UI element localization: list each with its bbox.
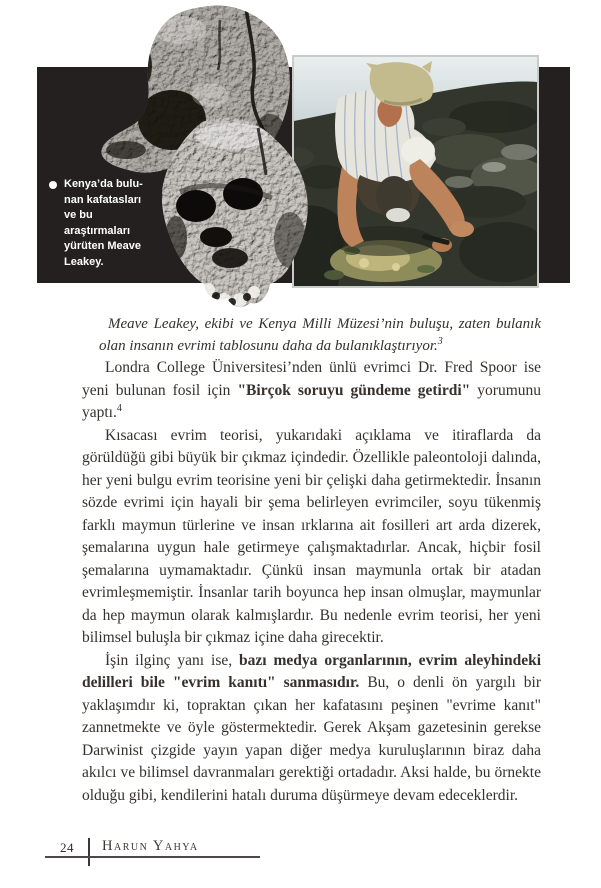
caption-line: yürüten Meave <box>64 240 142 252</box>
footnote-ref-4: 4 <box>116 402 122 414</box>
paragraph-text: yorumunu yaptı. <box>82 381 542 421</box>
caption-bullet-icon <box>49 181 57 189</box>
footer-rule <box>45 856 260 858</box>
caption-line: Kenya’da bulu- <box>64 178 143 190</box>
paragraph-text: Londra College Üniversitesi’nden ünlü evrimci Dr. Fred Spoor ise yeni bulunan fosil için <box>82 359 541 399</box>
caption-line: araştırmaları <box>64 224 131 237</box>
caption-line: nan kafatasları <box>64 193 142 206</box>
footnote-ref-3: 3 <box>437 336 443 347</box>
excavation-photo-art <box>294 57 537 286</box>
footer-divider-bar <box>88 838 90 866</box>
caption-line: Leakey. <box>64 255 104 268</box>
bold-claim: bazı medya organlarının, evrim aleyhindeki delilleri bile "evrim kanıtı" sanmasıdır. <box>82 651 541 691</box>
paragraph-cikmaz: Kısacası evrim teorisi, yukarıdaki açıklama ve itiraflarda da görüldüğü gibi büyük bir çıkmaz içindedir. Özellikle paleontoloji dalında, her yeni bulgu evrim teorisine yeni bir çelişki daha getirmektedir. İnsanın sözde evrimi için hayali bir şema belirleyen evrimciler, soyu tükenmiş farklı maymun türlerine ve insan ırklarına ait fosilleri art arda dizerek, şemalarına uygun hale getirmeye çalışmaktadırlar. Ancak, hiçbir fosil şemalarına uymamaktadır. Çünkü insan maymunla ortak bir atadan evrimleşmemiştir. İnsanlar tarih boyunca hep insan olmuşlar, maymunlar da hep maymun olarak kalmışlardır. Bu nedenle evrim teorisi, her yeni bilimsel buluşla bir çıkmaz içine daha girecektir. <box>82 426 541 646</box>
bold-quote: "Birçok soruyu gündeme getirdi" <box>237 381 471 399</box>
paragraph-text: Bu, o denli ön yargılı bir yaklaşımdır ki, topraktan çıkan her kafatasını peşinen "evrime kanıt" zannetmekte ve öyle göstermektedir. Gerek Akşam gazetesinin gerekse Darwinist çizgide yayın yapan diğer medya kuruluşlarının biraz daha akılcı ve bilimsel davranmaları gerektiği ortadadır. Aksi halde, bu örnekte olduğu gibi, kendilerini hatalı duruma düşürmeye devam edeceklerdir. <box>82 674 541 804</box>
body-text <box>82 313 541 807</box>
paragraph-medya <box>82 650 541 808</box>
meave-leakey-excavation-photo <box>292 55 539 288</box>
photo-caption <box>49 177 171 270</box>
paragraph-spoor <box>82 357 541 425</box>
caption-line: ve bu <box>64 209 93 221</box>
quote-text: Meave Leakey, ekibi ve Kenya Milli Müzesi’nin buluşu, zaten bulanık olan insanın evrimi tablosunu daha da bulanıklaştırıyor. <box>99 316 541 354</box>
paragraph-text: İşin ilginç yanı ise, <box>105 651 240 669</box>
quote-paragraph <box>99 313 541 357</box>
page-number: 24 <box>60 840 74 855</box>
running-head: Harun Yahya <box>102 838 199 854</box>
